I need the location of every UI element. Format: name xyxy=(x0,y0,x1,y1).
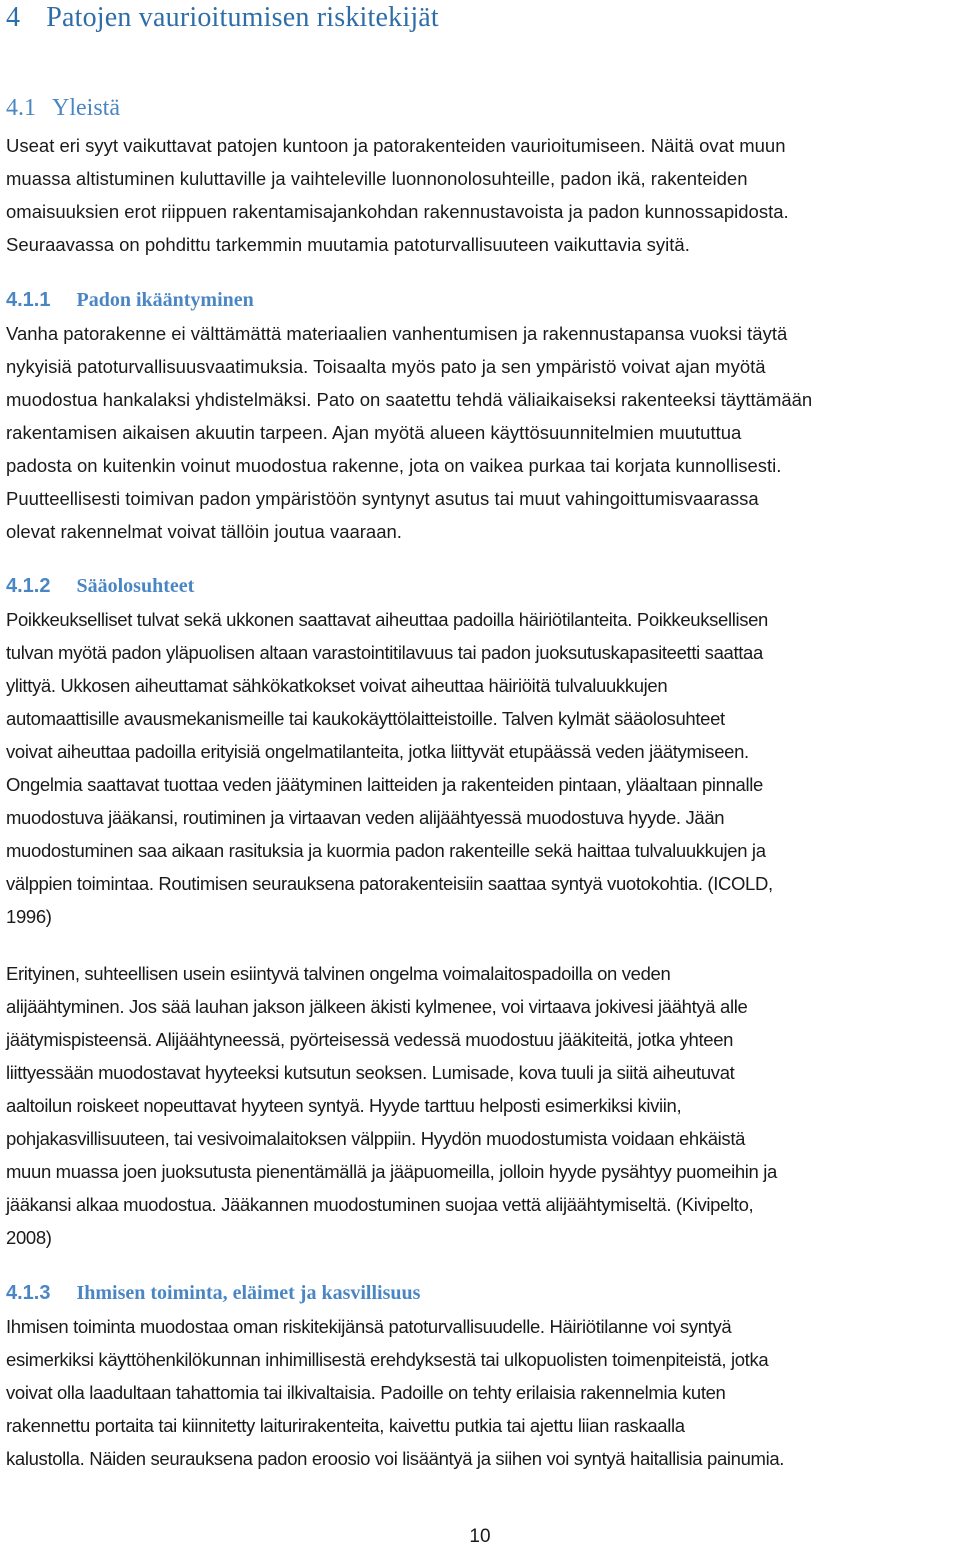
text-line: rakennettu portaita tai kiinnitetty laiturirakenteita, kaivettu putkia tai ajettu liian raskaalla xyxy=(6,1415,685,1436)
text-line: 2008) xyxy=(6,1227,52,1248)
subsection-number: 4.1.2 xyxy=(6,575,51,597)
subsection-number: 4.1.1 xyxy=(6,289,51,311)
text-line: muun muassa joen juoksutusta pienentämällä ja jääpuomeilla, jolloin hyyde pysähtyy puomeihin ja xyxy=(6,1161,777,1182)
text-line: aaltoilun roiskeet nopeuttavat hyyteen syntyä. Hyyde tarttuu helposti esimerkiksi kiviin, xyxy=(6,1095,682,1116)
text-line: Ihmisen toiminta muodostaa oman riskitekijänsä patoturvallisuudelle. Häiriötilanne voi syntyä xyxy=(6,1316,732,1337)
text-line: olevat rakennelmat voivat tällöin joutua vaaraan. xyxy=(6,521,402,542)
ageing-paragraph xyxy=(6,317,958,548)
text-line: voivat aiheuttaa padoilla erityisiä ongelmatilanteita, jotka liittyvät etupäässä veden jäätymiseen. xyxy=(6,741,749,762)
text-line: Useat eri syyt vaikuttavat patojen kuntoon ja patorakenteiden vaurioitumiseen. Näitä ovat muun xyxy=(6,135,786,156)
subsection-number: 4.1.3 xyxy=(6,1282,51,1304)
text-line: 1996) xyxy=(6,906,52,927)
text-line: esimerkiksi käyttöhenkilökunnan inhimillisestä erehdyksestä tai ulkopuolisten toimenpiteistä, jotka xyxy=(6,1349,769,1370)
subsection-title: Padon ikääntyminen xyxy=(76,289,254,311)
text-line: omaisuuksien erot riippuen rakentamisajankohdan rakennustavoista ja padon kunnossapidosta. xyxy=(6,201,789,222)
text-line: Poikkeukselliset tulvat sekä ukkonen saattavat aiheuttaa padoilla häiriötilanteita. Poikkeuksellisen xyxy=(6,609,769,630)
text-line: välppien toimintaa. Routimisen seurauksena patorakenteisiin saattaa syntyä vuotokohtia. (ICOLD, xyxy=(6,873,773,894)
text-line: jääkansi alkaa muodostua. Jääkannen muodostuminen suojaa vettä alijäähtymiseltä. (Kivipelto, xyxy=(6,1194,754,1215)
text-line: Seuraavassa on pohdittu tarkemmin muutamia patoturvallisuuteen vaikuttavia syitä. xyxy=(6,234,690,255)
text-line: muassa altistuminen kuluttaville ja vaihteleville luonnonolosuhteille, padon ikä, rakenteiden xyxy=(6,168,748,189)
text-line: voivat olla laadultaan tahattomia tai ilkivaltaisia. Padoille on tehty erilaisia rakennelmia kuten xyxy=(6,1382,726,1403)
frazil-paragraph xyxy=(6,957,958,1254)
text-line: alijäähtyminen. Jos sää lauhan jakson jälkeen äkisti kylmenee, voi virtaava jokivesi jäähtyä alle xyxy=(6,996,748,1017)
text-line: ylittyä. Ukkosen aiheuttamat sähkökatkokset voivat aiheuttaa häiriöitä tulvaluukkujen xyxy=(6,675,668,696)
text-line: muodostuminen saa aikaan rasituksia ja kuormia padon rakenteille sekä haittaa tulvaluukkujen ja xyxy=(6,840,766,861)
subsection-heading-ageing xyxy=(6,287,254,313)
text-line: Puutteellisesti toimivan padon ympäristöön syntynyt asutus tai muut vahingoittumisvaarassa xyxy=(6,488,759,509)
human-activity-paragraph xyxy=(6,1310,958,1475)
chapter-number: 4 xyxy=(6,2,21,33)
text-line: jäätymispisteensä. Alijäähtyneessä, pyörteisessä vedessä muodostuu jääkiteitä, jotka yhteen xyxy=(6,1029,734,1050)
text-line: rakentamisen aikaisen akuutin tarpeen. Ajan myötä alueen käyttösuunnitelmien muututtua xyxy=(6,422,742,443)
text-line: tulvan myötä padon yläpuolisen altaan varastointitilavuus tai padon juoksutuskapasiteetti saattaa xyxy=(6,642,763,663)
section-title: Yleistä xyxy=(52,95,120,121)
text-line: pohjakasvillisuuteen, tai vesivoimalaitoksen välppiin. Hyydön muodostumista voidaan ehkäistä xyxy=(6,1128,746,1149)
intro-paragraph xyxy=(6,129,958,261)
text-line: liittyessään muodostavat hyyteeksi kutsutun seoksen. Lumisade, kova tuuli ja siitä aiheutuvat xyxy=(6,1062,735,1083)
text-line: muodostua hankalaksi yhdistelmäksi. Pato on saatettu tehdä väliaikaiseksi rakenteeksi täyttämään xyxy=(6,389,813,410)
subsection-title: Ihmisen toiminta, eläimet ja kasvillisuus xyxy=(76,1282,421,1304)
text-line: Erityinen, suhteellisen usein esiintyvä talvinen ongelma voimalaitospadoilla on veden xyxy=(6,963,671,984)
text-line: kalustolla. Näiden seurauksena padon eroosio voi lisääntyä ja siihen voi syntyä haitallisia painumia. xyxy=(6,1448,785,1469)
weather-paragraph xyxy=(6,603,958,933)
section-heading xyxy=(6,92,120,124)
chapter-title: Patojen vaurioitumisen riskitekijät xyxy=(46,2,439,33)
subsection-title: Sääolosuhteet xyxy=(76,575,195,597)
section-number: 4.1 xyxy=(6,95,36,121)
text-line: nykyisiä patoturvallisuusvaatimuksia. Toisaalta myös pato ja sen ympäristö voivat ajan myötä xyxy=(6,356,766,377)
text-line: Ongelmia saattavat tuottaa veden jäätyminen laitteiden ja rakenteiden pintaan, yläaltaan pinnalle xyxy=(6,774,763,795)
page-number: 10 xyxy=(469,1526,491,1547)
text-line: padosta on kuitenkin voinut muodostua rakenne, jota on vaikea purkaa tai korjata kunnollisesti. xyxy=(6,455,782,476)
subsection-heading-weather xyxy=(6,573,194,599)
chapter-heading xyxy=(6,0,439,36)
text-line: muodostuva jääkansi, routiminen ja virtaavan veden alijäähtyessä muodostuva hyyde. Jään xyxy=(6,807,725,828)
subsection-heading-human-activity xyxy=(6,1280,420,1306)
text-line: Vanha patorakenne ei välttämättä materiaalien vanhentumisen ja rakennustapansa vuoksi täytä xyxy=(6,323,788,344)
text-line: automaattisille avausmekanismeille tai kaukokäyttölaitteistoille. Talven kylmät sääolosuhteet xyxy=(6,708,725,729)
